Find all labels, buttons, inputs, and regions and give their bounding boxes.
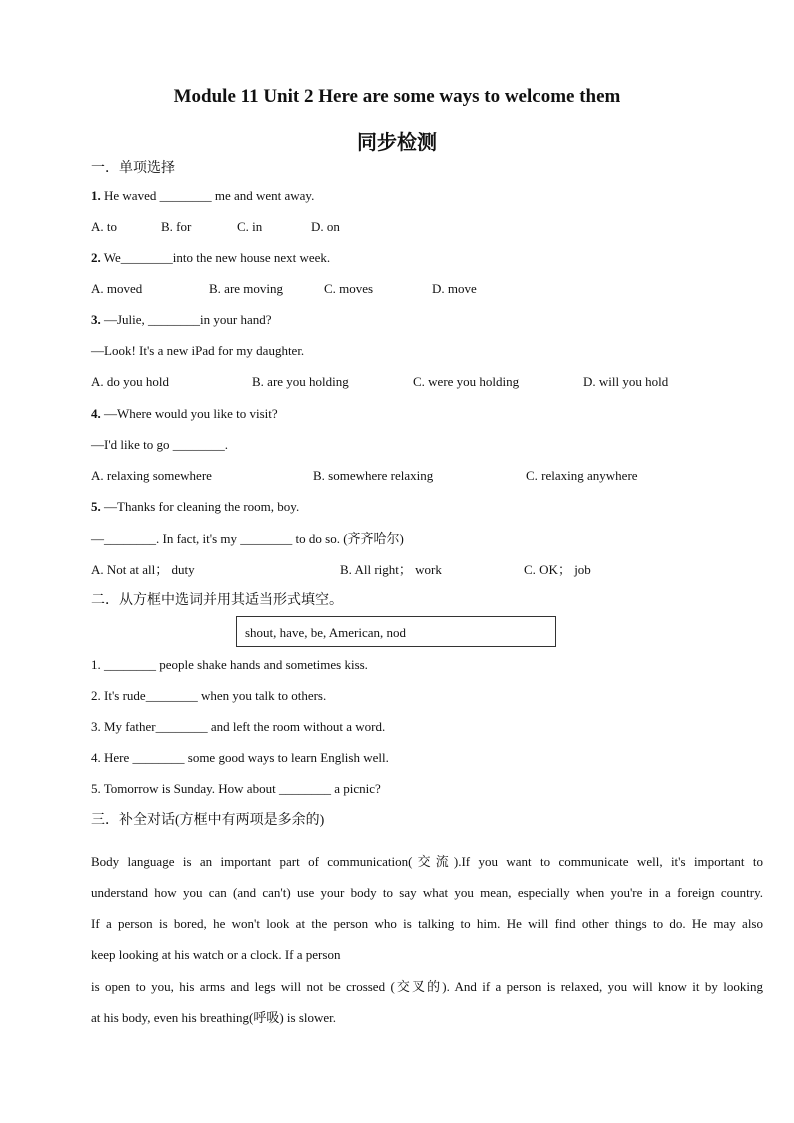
option-c: C. in bbox=[237, 219, 263, 234]
section2-heading: 二．从方框中选词并用其适当形式填空。 bbox=[91, 593, 343, 608]
question-text: —Julie, ________in your hand? bbox=[100, 312, 272, 327]
section1-heading: 一．单项选择 bbox=[91, 161, 175, 176]
question-3 bbox=[91, 311, 272, 329]
question-2 bbox=[91, 249, 330, 267]
question-1 bbox=[91, 187, 314, 205]
question-number: 1. bbox=[91, 188, 101, 203]
paragraph-line: at his body, even his breathing(呼吸) is slower. bbox=[91, 1010, 337, 1025]
option-a: A. to bbox=[91, 219, 117, 234]
fill-item-3: 3. My father________ and left the room without a word. bbox=[91, 719, 386, 734]
option-b: B. All right； work bbox=[340, 562, 442, 577]
option-a: A. do you hold bbox=[91, 374, 169, 389]
question-number: 4. bbox=[91, 406, 101, 421]
option-a: A. moved bbox=[91, 281, 143, 296]
option-c: C. moves bbox=[324, 281, 374, 296]
fill-item-4: 4. Here ________ some good ways to learn English well. bbox=[91, 750, 389, 765]
option-b: B. for bbox=[161, 219, 192, 234]
question-number: 2. bbox=[91, 250, 101, 265]
page-subtitle: 同步检测 bbox=[357, 132, 437, 154]
question-number: 3. bbox=[91, 312, 101, 327]
paragraph-line: keep looking at his watch or a clock. If a person bbox=[91, 947, 341, 962]
option-b: B. are you holding bbox=[252, 374, 349, 389]
option-a: A. Not at all； duty bbox=[91, 562, 195, 577]
option-a: A. relaxing somewhere bbox=[91, 468, 212, 483]
question-number: 5. bbox=[91, 499, 101, 514]
question-text: He waved ________ me and went away. bbox=[100, 188, 315, 203]
fill-item-1: 1. ________ people shake hands and sometimes kiss. bbox=[91, 657, 368, 672]
word-box: shout, have, be, American, nod bbox=[236, 616, 556, 647]
option-d: D. on bbox=[311, 219, 340, 234]
question-reply: —Look! It's a new iPad for my daughter. bbox=[91, 343, 305, 358]
question-4 bbox=[91, 405, 278, 423]
section3-heading: 三．补全对话(方框中有两项是多余的) bbox=[91, 813, 325, 828]
question-5 bbox=[91, 498, 299, 516]
question-reply: —I'd like to go ________. bbox=[91, 437, 229, 452]
page-title: Module 11 Unit 2 Here are some ways to welcome them bbox=[173, 86, 621, 107]
option-c: C. relaxing anywhere bbox=[526, 468, 638, 483]
option-c: C. OK； job bbox=[524, 562, 591, 577]
fill-item-5: 5. Tomorrow is Sunday. How about ________ a picnic? bbox=[91, 781, 381, 796]
question-text: We________into the new house next week. bbox=[100, 250, 331, 265]
paragraph-line: If a person is bored, he won't look at the person who is talking to him. He will find other things to do. He may also bbox=[91, 916, 763, 931]
question-reply: —________. In fact, it's my ________ to do so. (齐齐哈尔) bbox=[91, 531, 404, 546]
option-d: D. will you hold bbox=[583, 374, 669, 389]
question-text: —Where would you like to visit? bbox=[100, 406, 278, 421]
fill-item-2: 2. It's rude________ when you talk to others. bbox=[91, 688, 327, 703]
option-b: B. somewhere relaxing bbox=[313, 468, 434, 483]
option-d: D. move bbox=[432, 281, 477, 296]
paragraph-line: understand how you can (and can't) use your body to say what you mean, especially when you're in a foreign country. bbox=[91, 885, 763, 900]
option-c: C. were you holding bbox=[413, 374, 520, 389]
option-b: B. are moving bbox=[209, 281, 284, 296]
paragraph-line: is open to you, his arms and legs will not be crossed (交叉的). And if a person is relaxed, you will know it by looking bbox=[91, 979, 763, 994]
paragraph-line: Body language is an important part of communication(交流).If you want to communicate well, it's important to bbox=[91, 854, 763, 869]
question-text: —Thanks for cleaning the room, boy. bbox=[100, 499, 300, 514]
